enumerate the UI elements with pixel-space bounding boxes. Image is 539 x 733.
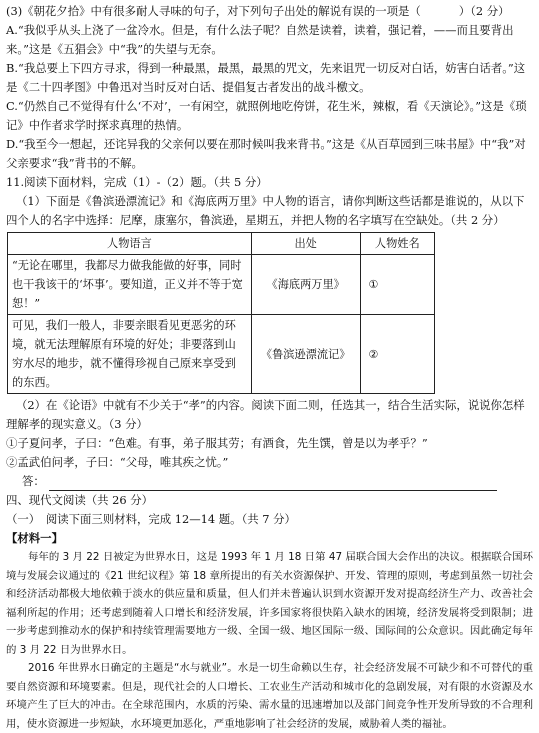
quote-source: 《鲁滨逊漂流记》 <box>251 315 360 394</box>
material-paragraph: 每年的 3 月 22 日被定为世界水日，这是 1993 年 1 月 18 日第 47 届联合国大会作出的决议。根据联合国环境与发展会议通过的《21 世纪议程》第 18 章所提出的有关水资源保护、开发、管理的原则，考虑到虽然一切社会和经济活动都极大地依赖于淡水的供应量和质量，但人们并未普遍认识到水资源开发对提高经济生产力、改善社会福利所起的作用；还考虑到随着人口增长和经济发展，许多国家将很快陷入缺水的困境，经济发展将受到限制；进一步考虑到推动水的保护和持续管理需要地方一级、全国一级、地区国际一级、国际间的公众意识。因此确定每年的 3 月 22 日为世界水日。 <box>6 551 533 656</box>
q10-points: （2 分） <box>470 4 510 18</box>
table-row <box>8 315 435 394</box>
q11-sub2: （2）在《论语》中就有不少关于“孝”的内容。阅读下面二则，任选其一，结合生活实际，说说你怎样理解孝的现实意义。（3 分） <box>6 398 525 431</box>
character-quote: “无论在哪里，我都尽力做我能做的好事，同时也干我该干的‘坏事’。要知道，正义并不等于宽恕！” <box>8 255 252 315</box>
analects-quote-1: ①子夏问孝，子曰：“色难。有事，弟子服其劳；有酒食，先生馔，曾是以为孝乎？” <box>6 436 428 450</box>
part-title: （一） 阅读下面三则材料，完成 12—14 题。（共 7 分） <box>6 512 296 526</box>
q10-intro <box>6 2 533 21</box>
section-title: 四、现代文阅读（共 26 分） <box>6 493 154 507</box>
quote-source: 《海底两万里》 <box>251 255 360 315</box>
q10-paren-close: ） <box>458 4 471 18</box>
exam-page <box>6 2 533 733</box>
q10-option-b: B.“我总要上下四方寻求，得到一种最黑，最黑，最黑的咒文，先来诅咒一切反对白话，妨害白话者。”这是《二十四孝图》中鲁迅对当时反对白话、提倡复古者发出的战斗檄文。 <box>6 61 526 94</box>
character-name-blank[interactable]: ① <box>360 255 434 315</box>
q11-title: 11.阅读下面材料，完成（1）-（2）题。（共 5 分） <box>6 175 268 189</box>
table-header: 人物语言 <box>8 233 252 255</box>
character-table <box>7 232 435 394</box>
answer-label: 答： <box>22 474 45 488</box>
q10-option-c: C.“仍然自己不觉得有什么‘不对’，一有闲空，就照例地吃侉饼，花生米，辣椒，看《天演论》。”这是《琐记》中作者求学时探求真理的热情。 <box>6 99 527 132</box>
character-name-blank[interactable]: ② <box>360 315 434 394</box>
q10-option-d: D.“我至今一想起，还诧异我的父亲何以要在那时候叫我来背书。”这是《从百草园到三味书屋》中“我”对父亲要求“我”背书的不解。 <box>6 137 526 170</box>
q11-sub1: （1）下面是《鲁滨逊漂流记》和《海底两万里》中人物的语言，请你判断这些话都是谁说的，从以下四个人的名字中选择：尼摩，康塞尔，鲁滨逊，星期五，并把人物的名字填写在空缺处。（共 2 分） <box>6 194 525 227</box>
answer-line[interactable] <box>49 476 497 491</box>
q10-option-a: A.“我似乎从头上浇了一盆冷水。但是，有什么法子呢？自然是读着，读着，强记着，——而且要背出来。”这是《五猖会》中“我”的失望与无奈。 <box>6 23 514 56</box>
material-label: 【材料一】 <box>6 531 63 545</box>
answer-area <box>6 472 533 491</box>
q10-paren-open: （ <box>409 4 421 18</box>
material-paragraph: 2016 年世界水日确定的主题是“水与就业”。水是一切生命赖以生存，社会经济发展不可缺少和不可替代的重要自然资源和环境要素。但是，现代社会的人口增长、工农业生产活动和城市化的急剧发展，对有限的水资源及水环境产生了巨大的冲击。在全球范围内，水质的污染、需水量的迅速增加以及部门间竞争性开发所导致的不合理利用，使水资源进一步短缺，水环境更加恶化，严重地影响了社会经济的发展，威胁着人类的福祉。 <box>6 662 533 730</box>
table-header: 人物姓名 <box>360 233 434 255</box>
table-header-row <box>8 233 435 255</box>
character-quote: 可见，我们一般人，非要亲眼看见更恶劣的环境，就无法理解原有环境的好处；非要落到山穷水尽的地步，就不懂得珍视自己原来享受到的东西。 <box>8 315 252 394</box>
table-header: 出处 <box>251 233 360 255</box>
table-row <box>8 255 435 315</box>
q10-stem: (3)《朝花夕拾》中有很多耐人寻味的句子，对下列句子出处的解说有误的一项是 <box>6 4 410 18</box>
analects-quote-2: ②孟武伯问孝，子曰：“父母，唯其疾之忧。” <box>6 455 229 469</box>
